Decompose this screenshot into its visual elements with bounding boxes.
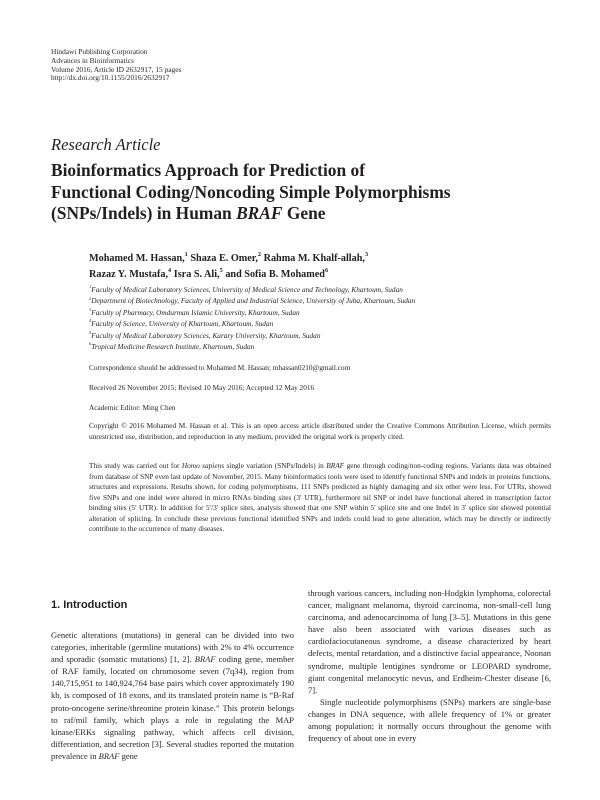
- affiliation-item: [89, 295, 415, 306]
- title-line-3: [51, 203, 521, 225]
- affiliation-number: 5: [89, 329, 92, 335]
- affiliation-number: 3: [89, 306, 92, 312]
- affiliation-text: Faculty of Pharmacy, Omdurman Islamic University, Khartoum, Sudan: [91, 307, 300, 317]
- title-line-3-end: Gene: [282, 203, 326, 223]
- title-line-2: Functional Coding/Noncoding Simple Polymorphisms: [51, 181, 451, 202]
- affiliation-number: 2: [89, 295, 92, 301]
- affiliation-list: [89, 284, 415, 352]
- gene-name: BRAF: [98, 750, 120, 761]
- affiliation-number: 4: [89, 318, 92, 324]
- affiliation-text: Faculty of Science, University of Khartoum, Khartoum, Sudan: [91, 319, 274, 329]
- author-affiliation: 4: [168, 266, 172, 274]
- correspondence-note: Correspondence should be addressed to Mohamed M. Hassan; mhassan0210@gmail.com: [89, 363, 351, 372]
- author-name: Isra S. Ali,: [173, 269, 220, 280]
- body-paragraph: Single nucleotide polymorphisms (SNPs) markers are single-base changes in DNA sequence, with allele frequency of 1% or greater among population; it normally occurs throughout the genome with frequency of about one in every: [308, 696, 551, 744]
- affiliation-text: Department of Biotechnology, Faculty of Applied and Industrial Science, University of Juba, Khartoum, Sudan: [91, 296, 416, 306]
- title-line-1: Bioinformatics Approach for Prediction of: [51, 160, 365, 180]
- left-column: [51, 629, 294, 762]
- affiliation-text: Faculty of Medical Laboratory Sciences, University of Medical Science and Technology, Khartoum, Sudan: [91, 285, 403, 294]
- paper-title: [51, 160, 521, 225]
- author-name: Rahma M. Khalf-allah,: [263, 253, 365, 264]
- author-name: Razaz Y. Mustafa,: [89, 269, 169, 280]
- body-paragraph: through various cancers, including non-Hodgkin lymphoma, colorectal cancer, malignant melanoma, thyroid carcinoma, non-small-cell lung carcinoma, and adenocarcinoma of lung [3–5]. Mutations in this gene have also been associated with various diseases such as cardiofaciocutaneous syndrome, a disease characterized by heart defects, mental retardation, and a distinctive facial appearance, Noonan syndrome, multiple lentigines syndrome or LEOPARD syndrome, giant congenital melanocytic nevus, and Erdheim-Chester disease [6, 7].: [308, 588, 551, 695]
- affiliation-number: 6: [89, 341, 92, 347]
- volume-info: Volume 2016, Article ID 2632917, 15 pages: [51, 64, 182, 74]
- right-column: [308, 587, 551, 744]
- article-dates: Received 26 November 2015; Revised 10 May 2016; Accepted 12 May 2016: [89, 383, 315, 392]
- affiliation-text: Faculty of Medical Laboratory Sciences, Karary University, Khartoum, Sudan: [91, 330, 321, 340]
- abstract-text: This study was carried out for: [89, 461, 182, 470]
- title-line-3-text: (SNPs/Indels) in Human: [51, 203, 237, 223]
- author-affiliation: 3: [364, 250, 369, 258]
- body-text: coding gene, member of RAF family, located on chromosome seven (7q34), region from 140,715,951 to 140,924,764 base pairs which cover approximately 190 kb, is composed of 18 exons, and its translated protein name is “B-Raf proto-oncogene serine/threonine protein kinase.” This protein belongs to raf/mil family, which plays a role in regulating the MAP kinase/ERKs signaling pathway, which affects cell division, differentiation, and secretion [3]. Several studies reported the mutation prevalence in: [51, 654, 295, 761]
- academic-editor: Academic Editor: Ming Chen: [89, 403, 176, 412]
- title-gene-name: BRAF: [236, 203, 283, 223]
- affiliation-item: [89, 307, 415, 318]
- body-paragraph: [51, 629, 294, 762]
- section-heading: 1. Introduction: [51, 599, 128, 611]
- affiliation-item: [89, 341, 415, 352]
- author-line-2: [89, 267, 368, 283]
- author-affiliation: 1: [184, 250, 188, 258]
- affiliation-item: [89, 330, 415, 341]
- body-text: Genetic alterations (mutations) in general can be divided into two categories, inheritable (germline mutations) with 2% to 4% occurrence and sporadic (somatic mutations) [1, 2].: [51, 630, 294, 665]
- abstract: [89, 461, 551, 535]
- abstract-text: gene through coding/non-coding regions. Variants data was obtained from database of SNP even last update of November, 2015. Many bioinformatics tools were used to identify functional SNPs and indels in proteins functions, structures and expressions. Results shown, for coding polymorphisms, 111 SNPs predicted as highly damaging and six other were less. For UTRs, showed five SNPs and one indel were altered in micro RNAs binding sites (3′ UTR), furthermore nil SNP or indel have functional altered in transcription factor binding sites (5′ UTR). In addition for 5′/3′ splice sites, analysis showed that one SNP within 5′ splice site and one Indel in 3′ splice site showed potential alteration of splicing. In conclude these previous functional identified SNPs and indels could lead to gene alteration, which may be directly or indirectly contribute to the occurrence of many diseases.: [89, 461, 551, 533]
- affiliation-item: [89, 318, 415, 329]
- abstract-species: Homo sapiens: [181, 461, 225, 470]
- author-affiliation: 5: [219, 266, 223, 274]
- affiliation-number: 1: [89, 284, 92, 290]
- author-line-1: [89, 251, 368, 267]
- author-name: Shaza E. Omer,: [190, 253, 258, 264]
- author-affiliation: 6: [324, 266, 329, 274]
- journal-name: Advances in Bioinformatics: [51, 55, 134, 65]
- affiliation-item: [89, 284, 415, 295]
- author-affiliation: 2: [257, 250, 262, 258]
- abstract-gene: BRAF: [326, 461, 345, 470]
- journal-header: [51, 48, 181, 83]
- copyright-notice: Copyright © 2016 Mohamed M. Hassan et al. This is an open access article distributed under the Creative Commons Attribution License, which permits unrestricted use, distribution, and reproduction in any medium, provided the original work is properly cited.: [89, 421, 551, 441]
- author-list: [89, 251, 368, 283]
- body-text: gene: [119, 750, 138, 761]
- author-name: Mohamed M. Hassan,: [89, 253, 185, 264]
- abstract-text: single variation (SNPs/Indels) in: [224, 461, 327, 470]
- article-type: Research Article: [51, 135, 161, 154]
- affiliation-text: Tropical Medicine Research Institute, Khartoum, Sudan: [91, 342, 255, 352]
- doi-link[interactable]: http://dx.doi.org/10.1155/2016/2632917: [51, 73, 170, 83]
- gene-name: BRAF: [194, 654, 216, 665]
- author-name: and Sofia B. Mohamed: [225, 269, 325, 280]
- publisher-name: Hindawi Publishing Corporation: [51, 47, 148, 56]
